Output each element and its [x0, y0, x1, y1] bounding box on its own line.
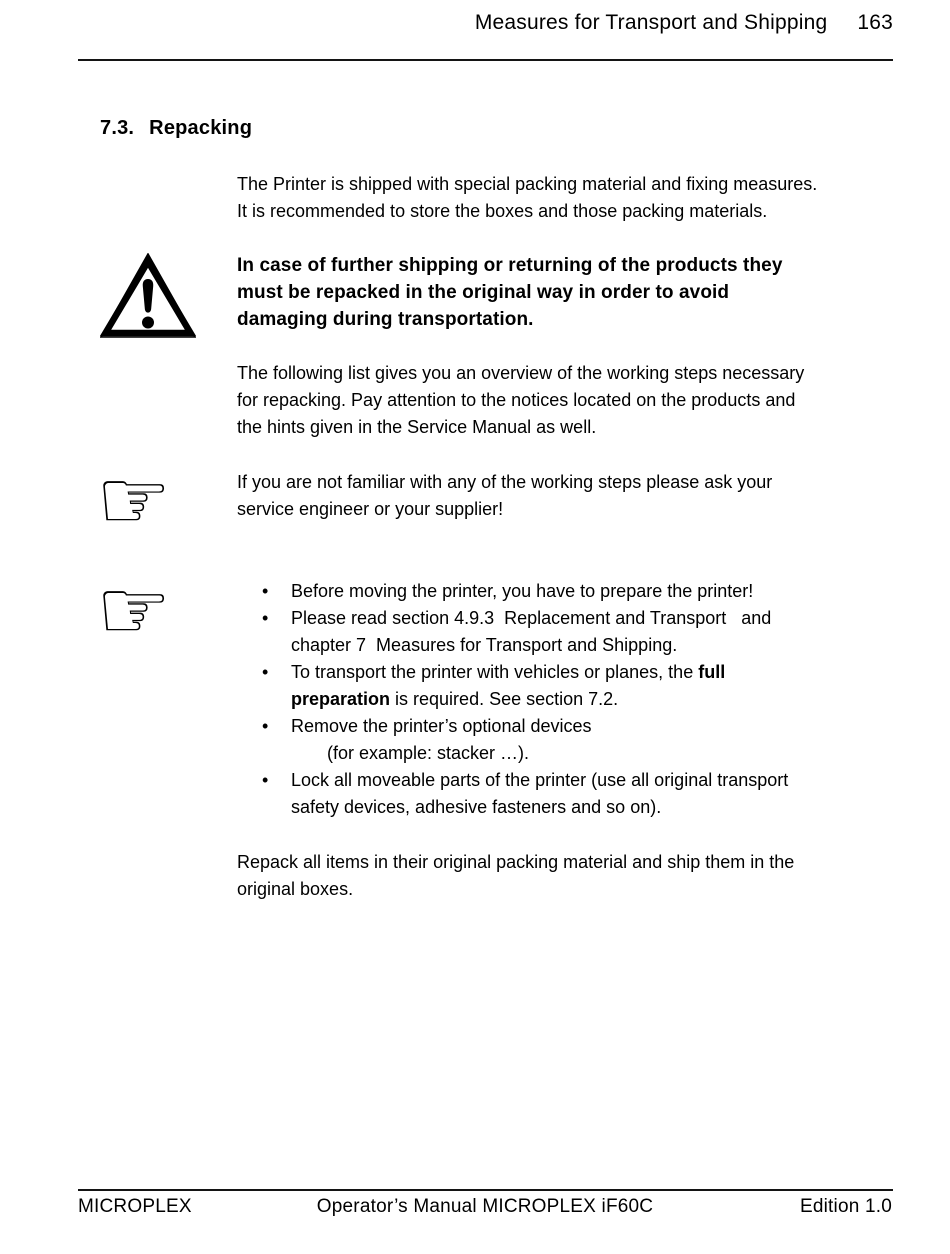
list-item-line: Before moving the printer, you have to prepare the printer! [291, 581, 754, 601]
page-footer [0, 1196, 950, 1224]
list-item [237, 767, 917, 821]
list-item-line: Please read section 4.9.3 Replacement and Transport and [291, 608, 772, 628]
header-rule [78, 59, 893, 61]
list-item [237, 659, 917, 713]
pointing-hand-icon: ☞ [96, 451, 172, 549]
header-title: Measures for Transport and Shipping [474, 11, 828, 34]
warning-text [237, 252, 897, 333]
list-item-text: To transport the printer with vehicles or planes, the [291, 662, 699, 682]
paragraph-line: The Printer is shipped with special packing material and fixing measures. [237, 174, 818, 194]
overview-paragraph [237, 360, 897, 441]
list-item [237, 605, 917, 659]
footer-title: Operator’s Manual MICROPLEX iF60C [316, 1196, 654, 1217]
warning-line: damaging during transportation. [237, 309, 534, 330]
bullet-icon: • [262, 770, 269, 790]
list-item-text-bold: preparation [291, 689, 391, 709]
bullet-icon: • [262, 581, 269, 601]
paragraph-line: the hints given in the Service Manual as well. [237, 417, 597, 437]
list-item-line: chapter 7 Measures for Transport and Shipping. [291, 635, 678, 655]
paragraph-line: Repack all items in their original packing material and ship them in the [237, 852, 795, 872]
footer-edition: Edition 1.0 [800, 1196, 892, 1217]
section-title: Repacking [149, 117, 253, 139]
preparation-bullet-list [237, 578, 917, 821]
closing-paragraph [237, 849, 897, 903]
footer-rule [78, 1189, 893, 1191]
intro-paragraph [237, 171, 897, 225]
paragraph-line: The following list gives you an overview of the working steps necessary [237, 363, 805, 383]
page-header [475, 11, 893, 35]
warning-line: In case of further shipping or returning of the products they [237, 255, 783, 276]
paragraph-line: service engineer or your supplier! [237, 499, 504, 519]
list-item-line [291, 659, 917, 686]
list-item-text-bold: full [698, 662, 726, 682]
bullet-icon: • [262, 662, 269, 682]
section-heading [100, 117, 252, 140]
paragraph-line: If you are not familiar with any of the working steps please ask your [237, 472, 773, 492]
list-item-line: Remove the printer’s optional devices [291, 716, 592, 736]
list-item [237, 713, 917, 767]
paragraph-line: original boxes. [237, 879, 354, 899]
paragraph-line: for repacking. Pay attention to the notices located on the products and [237, 390, 796, 410]
bullet-icon: • [262, 608, 269, 628]
pointing-hand-icon: ☞ [96, 561, 172, 659]
bullet-icon: • [262, 716, 269, 736]
list-item-line: Lock all moveable parts of the printer (use all original transport [291, 770, 789, 790]
header-page-number: 163 [857, 11, 893, 34]
section-number: 7.3. [100, 117, 135, 139]
list-item-line: (for example: stacker …). [327, 743, 530, 763]
list-item-text: is required. See section 7.2. [390, 689, 619, 709]
list-item-line: safety devices, adhesive fasteners and so on). [291, 797, 662, 817]
footer-brand: MICROPLEX [78, 1196, 192, 1217]
warning-triangle-icon [100, 253, 196, 343]
note-paragraph [237, 469, 897, 523]
list-item-line [291, 686, 917, 713]
list-item [237, 578, 917, 605]
paragraph-line: It is recommended to store the boxes and those packing materials. [237, 201, 768, 221]
warning-line: must be repacked in the original way in order to avoid [237, 282, 730, 303]
